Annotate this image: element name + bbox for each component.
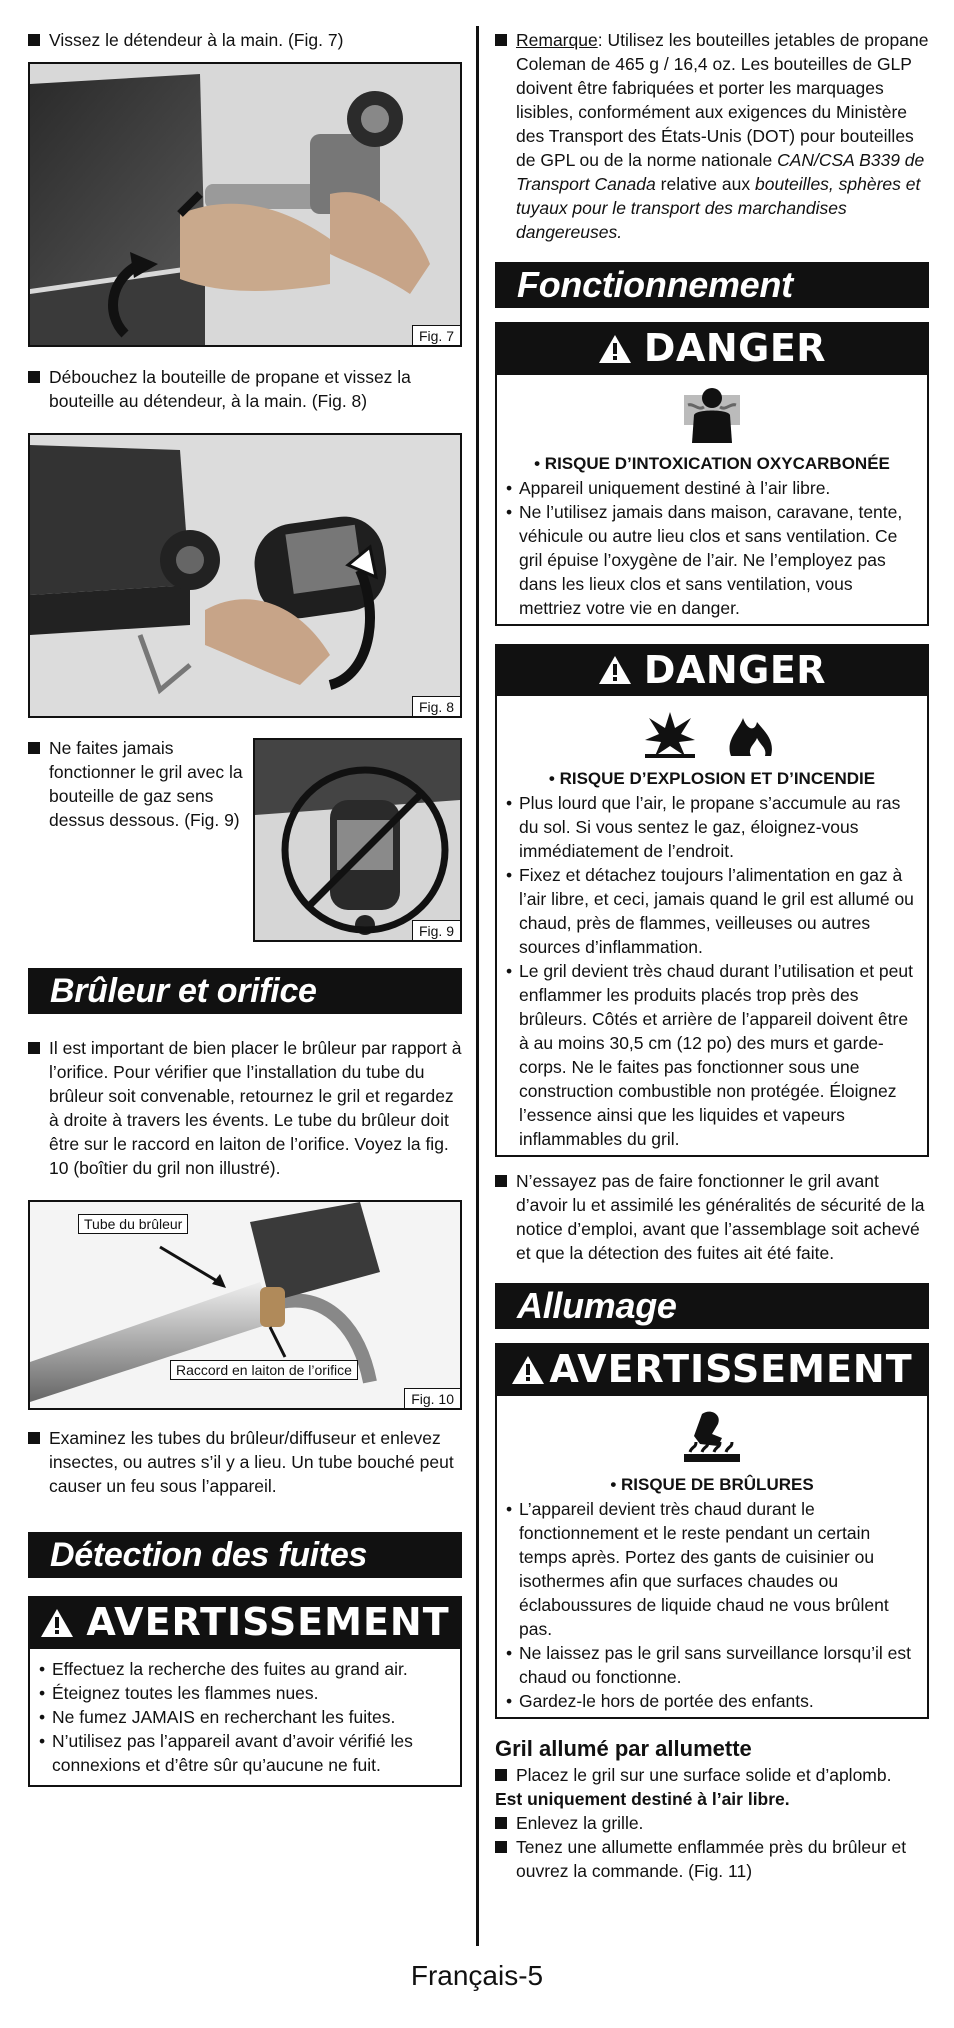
step-fig9-text: Ne faites jamais fonctionner le gril avec la bouteille de gaz sens dessus dessous. (Fig. 9) (28, 736, 244, 832)
column-divider (476, 26, 479, 1946)
danger-co-title: DANGER (643, 326, 827, 370)
burner-text: Il est important de bien placer le brûleur par rapport à l’orifice. Pour vérifier que l’installation du tube du brûleur soit convenable, retournez le gril et regardez à droite à travers les évents. Le tube du brûleur doit être sur le raccord en laiton de l’orifice. Voyez la fig. 10 (boîtier du gril non illustré). (28, 1036, 462, 1180)
danger-co-list (497, 476, 927, 620)
remark-italic-1: CAN/CSA B339 de Transport Canada (516, 150, 925, 194)
danger-co-box (495, 322, 929, 626)
danger-fire-header (497, 646, 927, 697)
match-step-1: Placez le gril sur une surface solide et d’aplomb. (495, 1763, 929, 1787)
fire-icon (725, 710, 779, 758)
leak-item: • N’utilisez pas l’appareil avant d’avoir vérifié les connexions et d’être sûr qu’aucune ne fuit. (38, 1729, 452, 1777)
warning-triangle-icon (598, 648, 632, 696)
burn-warning-title: AVERTISSEMENT (549, 1347, 913, 1391)
leak-warning-header (30, 1598, 460, 1649)
figure-7-photo (28, 62, 462, 347)
danger-co-item: • Appareil uniquement destiné à l’air libre. (505, 476, 919, 500)
burn-warning-item: • Gardez-le hors de portée des enfants. (505, 1689, 919, 1713)
danger-fire-list (497, 791, 927, 1151)
burn-warning-box (495, 1343, 929, 1719)
danger-fire-title: DANGER (643, 647, 827, 692)
callout-brass-fitting: Raccord en laiton de l’orifice (170, 1360, 358, 1380)
danger-fire-item: • Le gril devient très chaud durant l’utilisation et peut enflammer les produits placés trop près des brûleurs. Côtés et arrière de l’appareil doivent être à au moins 30,5 cm (12 po) des murs et garde-corps. Ne le faites pas fonctionner sous une construction combustible non protégée. Éloignez l’essence ainsi que les liquides et vapeurs inflammables du gril. (505, 959, 919, 1151)
match-outdoor-note: Est uniquement destiné à l’air libre. (495, 1788, 790, 1809)
leak-item: • Ne fumez JAMAIS en recherchant les fuites. (38, 1705, 452, 1729)
callout-burner-tube: Tube du brûleur (78, 1214, 188, 1234)
warning-triangle-icon (511, 1348, 545, 1396)
warning-triangle-icon (40, 1601, 74, 1649)
section-heading-operation: Fonctionnement (495, 262, 929, 308)
burn-warning-header (497, 1345, 927, 1396)
step-fig9-block (28, 736, 462, 946)
burn-warning-item: • Ne laissez pas le gril sans surveillance lorsqu’il est chaud ou fonctionne. (505, 1641, 919, 1689)
leak-item: • Éteignez toutes les flammes nues. (38, 1681, 452, 1705)
leak-item: • Effectuez la recherche des fuites au grand air. (38, 1657, 452, 1681)
explosion-icon (645, 710, 695, 758)
figure-9-illustration (255, 740, 460, 940)
inspect-text: Examinez les tubes du brûleur/diffuseur et enlevez insectes, ou autres s’il y a lieu. Un tube bouché peut causer un feu sous l’appareil. (28, 1426, 462, 1498)
remark-italic-2: bouteilles, sphères et tuyaux pour le transport des marchandises dangereuses. (516, 174, 921, 242)
figure-8-photo (28, 433, 462, 718)
section-heading-lighting: Allumage (495, 1283, 929, 1329)
co-hazard-icon (497, 385, 927, 448)
section-heading-leak: Détection des fuites (28, 1532, 462, 1578)
figure-10-photo (28, 1200, 462, 1410)
danger-co-item: • Ne l’utilisez jamais dans maison, caravane, tente, véhicule ou autre lieu clos et sans ventilation. Ce gril épuise l’oxygène de l’air. Ne l’employez pas dans les lieux clos et sans ventilation, vous mettriez votre vie en danger. (505, 500, 919, 620)
danger-fire-item: • Plus lourd que l’air, le propane s’accumule au ras du sol. Si vous sentez le gaz, éloignez-vous immédiatement de l’endroit. (505, 791, 919, 863)
danger-co-risk: • RISQUE D’INTOXICATION OXYCARBONÉE (534, 453, 890, 473)
leak-warning-box (28, 1596, 462, 1787)
warning-triangle-icon (598, 327, 632, 375)
burn-warning-list (497, 1497, 927, 1713)
right-column (495, 0, 929, 1883)
figure-9-label: Fig. 9 (412, 920, 460, 940)
remark-label: Remarque (516, 30, 598, 50)
danger-fire-risk: • RISQUE D’EXPLOSION ET D’INCENDIE (548, 769, 876, 788)
remark-text-2: relative aux (655, 174, 755, 194)
match-step-3: Tenez une allumette enflammée près du brûleur et ouvrez la commande. (Fig. 11) (495, 1835, 929, 1883)
burn-warning-risk: • RISQUE DE BRÛLURES (610, 1474, 814, 1494)
figure-7-illustration (30, 64, 460, 345)
leak-warning-title: AVERTISSEMENT (86, 1600, 450, 1644)
danger-fire-box (495, 644, 929, 1158)
step-fig7-text: Vissez le détendeur à la main. (Fig. 7) (28, 28, 462, 52)
danger-co-header (497, 324, 927, 375)
figure-10-label: Fig. 10 (404, 1388, 460, 1408)
figure-7-label: Fig. 7 (412, 325, 460, 345)
remark-paragraph (495, 28, 929, 244)
left-column (28, 0, 462, 1787)
step-fig8-text: Débouchez la bouteille de propane et vissez la bouteille au détendeur, à la main. (Fig. 8) (28, 365, 462, 413)
match-step-2: Enlevez la grille. (495, 1811, 929, 1835)
section-heading-burner: Brûleur et orifice (28, 968, 462, 1014)
figure-8-label: Fig. 8 (412, 696, 460, 716)
explosion-fire-icons (497, 710, 927, 763)
burn-warning-item: • L’appareil devient très chaud durant le fonctionnement et le reste pendant un certain temps après. Portez des gants de cuisinier ou isothermes afin que surfaces chaudes ou éclaboussures de liquide chaud ne vous brûlent pas. (505, 1497, 919, 1641)
danger-fire-item: • Fixez et détachez toujours l’alimentation en gaz à l’air libre, et ceci, jamais quand le gril est allumé ou chaud, près de flammes, veilleuses ou autres sources d’inflammation. (505, 863, 919, 959)
figure-8-illustration (30, 435, 460, 716)
page-footer: Français-5 (410, 1960, 544, 1991)
remark-text-1: : Utilisez les bouteilles jetables de propane Coleman de 465 g / 16,4 oz. Les bouteilles de GLP doivent être fabriquées et porter les marquages lisibles, conformément aux exigences du Ministère des Transport des États-Unis (DOT) pour bouteilles de GPL ou de la norme nationale (516, 30, 929, 170)
match-lighting-heading: Gril allumé par allumette (495, 1735, 752, 1761)
burn-hazard-icon (497, 1408, 927, 1469)
figure-9-photo (253, 738, 462, 942)
notice-text: N’essayez pas de faire fonctionner le gril avant d’avoir lu et assimilé les généralités de sécurité de la notice d’emploi, avant que l’assemblage soit achevé et que la détection des fuites ait été faite. (495, 1169, 929, 1265)
leak-warning-list (30, 1649, 460, 1777)
